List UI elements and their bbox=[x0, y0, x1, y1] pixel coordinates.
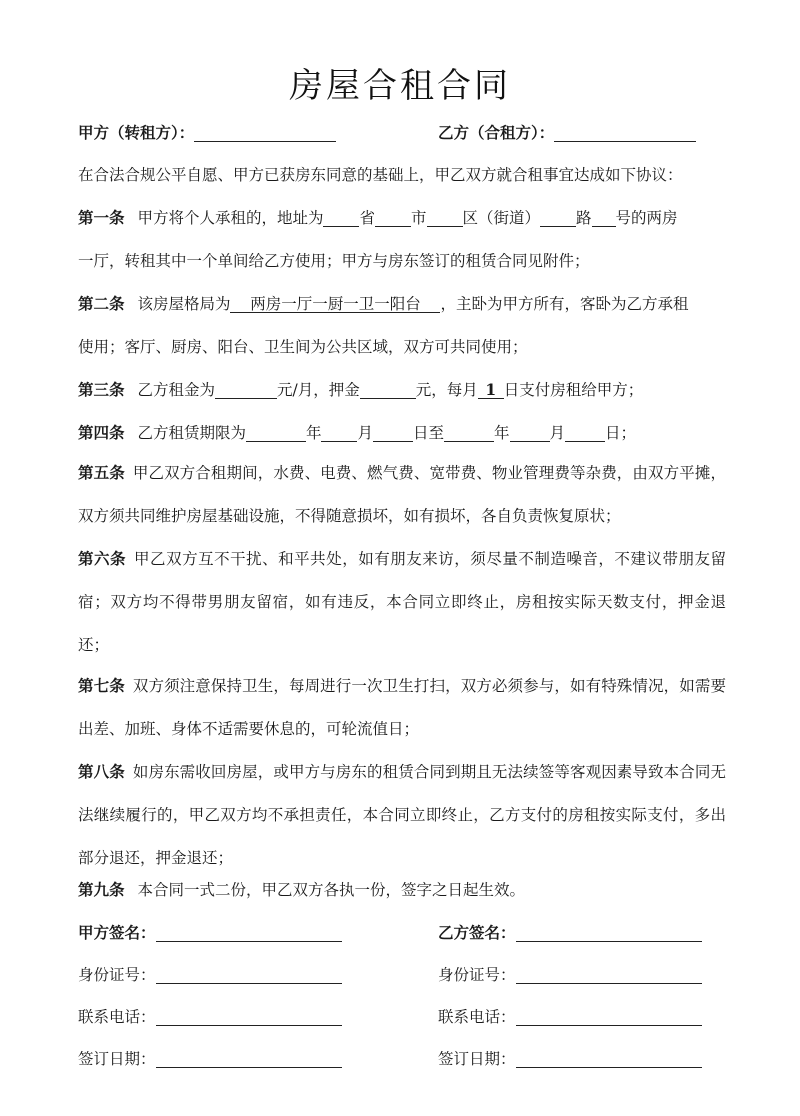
rent-field[interactable] bbox=[215, 378, 277, 399]
party-a-date-label: 签订日期： bbox=[78, 1050, 156, 1068]
clause-5-text: 甲乙双方合租期间，水费、电费、燃气费、宽带费、物业管理费等杂费，由双方平摊，双方须共同维护房屋基础设施，不得随意损坏，如有损坏，各自负责恢复原状； bbox=[78, 464, 726, 525]
clause-4-text-c: 月 bbox=[357, 424, 373, 442]
clause-1-text-f: 号的两房 bbox=[615, 209, 678, 227]
clause-3-head: 第三条 bbox=[78, 380, 125, 399]
party-a-sign-label: 甲方签名： bbox=[78, 923, 156, 942]
clause-3-text-c: 元，每月 bbox=[415, 381, 478, 399]
party-a-date bbox=[78, 1047, 342, 1071]
party-a-id bbox=[78, 963, 342, 987]
clause-4-text-d: 日至 bbox=[413, 424, 445, 442]
party-a bbox=[78, 121, 336, 145]
party-b-date-field[interactable] bbox=[516, 1047, 702, 1068]
start-month-field[interactable] bbox=[321, 421, 357, 442]
party-b-label: 乙方（合租方）： bbox=[438, 123, 555, 142]
party-a-field[interactable] bbox=[194, 121, 336, 142]
party-b-id bbox=[438, 963, 702, 987]
number-field[interactable] bbox=[592, 206, 616, 227]
clause-9-head: 第九条 bbox=[78, 880, 125, 899]
party-a-sign-field[interactable] bbox=[156, 921, 342, 942]
start-day-field[interactable] bbox=[373, 421, 413, 442]
party-b-date-label: 签订日期： bbox=[438, 1050, 516, 1068]
clause-1-head: 第一条 bbox=[78, 208, 125, 227]
party-b-field[interactable] bbox=[554, 121, 696, 142]
clause-8-head: 第八条 bbox=[78, 762, 125, 781]
clause-3-line bbox=[78, 378, 643, 402]
party-a-signature bbox=[78, 921, 342, 945]
clause-1-text-c: 市 bbox=[410, 209, 427, 227]
clause-5 bbox=[78, 451, 726, 538]
clause-4-line bbox=[78, 421, 636, 445]
party-b bbox=[438, 121, 696, 145]
party-b-signature bbox=[438, 921, 702, 945]
party-b-date bbox=[438, 1047, 702, 1071]
party-a-id-field[interactable] bbox=[156, 963, 342, 984]
clause-4-text-f: 月 bbox=[549, 424, 566, 442]
clause-6-head: 第六条 bbox=[78, 549, 127, 568]
party-a-phone bbox=[78, 1005, 342, 1029]
clause-3-text-a: 乙方租金为 bbox=[137, 381, 215, 399]
clause-4-text-e: 年 bbox=[494, 424, 510, 442]
party-b-sign-label: 乙方签名： bbox=[438, 923, 516, 942]
clause-7-head: 第七条 bbox=[78, 676, 125, 695]
district-field[interactable] bbox=[427, 206, 463, 227]
clause-5-head: 第五条 bbox=[78, 463, 125, 482]
party-a-label: 甲方（转租方）： bbox=[78, 123, 195, 142]
end-year-field[interactable] bbox=[444, 421, 494, 442]
city-field[interactable] bbox=[375, 206, 411, 227]
clause-1-text-b: 省 bbox=[359, 209, 375, 227]
road-field[interactable] bbox=[540, 206, 576, 227]
party-b-phone bbox=[438, 1005, 702, 1029]
deposit-field[interactable] bbox=[360, 378, 416, 399]
clause-2-head: 第二条 bbox=[78, 294, 125, 313]
party-b-phone-label: 联系电话： bbox=[438, 1008, 516, 1026]
province-field[interactable] bbox=[323, 206, 359, 227]
clause-9 bbox=[78, 878, 525, 902]
clause-1-line-1 bbox=[78, 206, 678, 230]
clause-2-text-b: ，主卧为甲方所有，客卧为乙方承租 bbox=[440, 295, 689, 313]
party-a-id-label: 身份证号： bbox=[78, 966, 156, 984]
clause-2-line-2: 使用；客厅、厨房、阳台、卫生间为公共区域，双方可共同使用； bbox=[78, 338, 528, 356]
intro-text: 在合法合规公平自愿、甲方已获房东同意的基础上，甲乙双方就合租事宜达成如下协议： bbox=[78, 166, 683, 184]
clause-4-head: 第四条 bbox=[78, 423, 125, 442]
clause-4-text-a: 乙方租赁期限为 bbox=[137, 424, 246, 442]
clause-1-text-d: 区（街道） bbox=[462, 209, 541, 227]
clause-6-text: 甲乙双方互不干扰、和平共处，如有朋友来访，须尽量不制造噪音，不建议带朋友留宿；双方均不得带男朋友留宿，如有违反，本合同立即终止，房租按实际天数支付，押金退还； bbox=[78, 550, 726, 654]
clause-9-text: 本合同一式二份，甲乙双方各执一份，签字之日起生效。 bbox=[137, 881, 525, 899]
clause-2-line-1 bbox=[78, 292, 688, 316]
clause-1-line-2: 一厅，转租其中一个单间给乙方使用；甲方与房东签订的租赁合同见附件； bbox=[78, 252, 590, 270]
pay-day-field[interactable]: 1 bbox=[478, 378, 504, 399]
clause-7-text: 双方须注意保持卫生，每周进行一次卫生打扫，双方必须参与，如有特殊情况，如需要出差、加班、身体不适需要休息的，可轮流值日； bbox=[78, 677, 726, 738]
party-a-date-field[interactable] bbox=[156, 1047, 342, 1068]
party-b-sign-field[interactable] bbox=[516, 921, 702, 942]
clause-6 bbox=[78, 537, 726, 667]
clause-3-text-b: 元/月，押金 bbox=[276, 381, 360, 399]
party-b-id-label: 身份证号： bbox=[438, 966, 516, 984]
end-day-field[interactable] bbox=[565, 421, 605, 442]
start-year-field[interactable] bbox=[246, 421, 306, 442]
clause-7 bbox=[78, 664, 726, 751]
contract-title: 房屋合租合同 bbox=[289, 66, 511, 106]
clause-8-text: 如房东需收回房屋，或甲方与房东的租赁合同到期且无法续签等客观因素导致本合同无法继续履行的，甲乙双方均不承担责任，本合同立即终止，乙方支付的房租按实际支付，多出部分退还，押金退还； bbox=[78, 763, 726, 867]
clause-4-text-b: 年 bbox=[305, 424, 322, 442]
party-a-phone-field[interactable] bbox=[156, 1005, 342, 1026]
clause-4-text-g: 日； bbox=[605, 424, 637, 442]
party-b-phone-field[interactable] bbox=[516, 1005, 702, 1026]
party-b-id-field[interactable] bbox=[516, 963, 702, 984]
clause-8 bbox=[78, 750, 726, 880]
clause-1-text-a: 甲方将个人承租的，地址为 bbox=[137, 209, 324, 227]
party-a-phone-label: 联系电话： bbox=[78, 1008, 156, 1026]
layout-field[interactable]: 两房一厅一厨一卫一阳台 bbox=[230, 292, 440, 313]
clause-1-text-e: 路 bbox=[576, 209, 592, 227]
clause-2-text-a: 该房屋格局为 bbox=[137, 295, 231, 313]
clause-3-text-d: 日支付房租给甲方； bbox=[503, 381, 644, 399]
end-month-field[interactable] bbox=[510, 421, 550, 442]
